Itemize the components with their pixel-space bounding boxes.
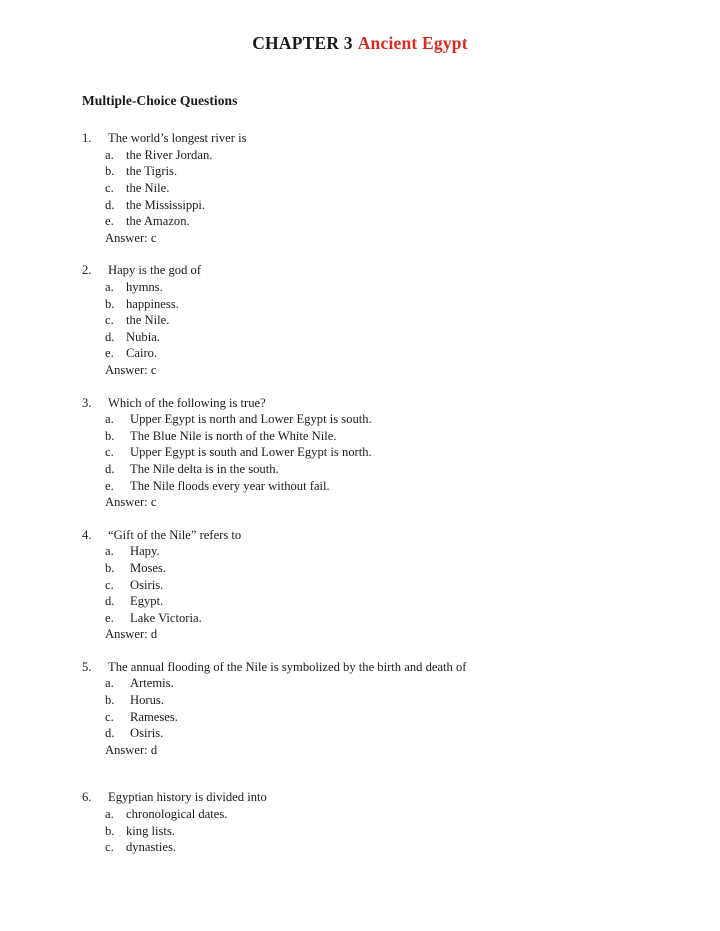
option-item[interactable] [82, 444, 690, 461]
page-title [0, 0, 720, 53]
option-text: The Nile delta is in the south. [130, 461, 279, 476]
answer-text: Answer: d [105, 742, 158, 757]
option-text: Egypt. [130, 594, 164, 609]
question-item [82, 395, 690, 511]
question-number: 1. [82, 131, 92, 146]
question-text: The annual flooding of the Nile is symbolized by the birth and death of [108, 659, 467, 674]
option-text: Lake Victoria. [130, 610, 202, 625]
option-item[interactable] [82, 709, 690, 726]
option-letter: a. [105, 807, 114, 822]
option-item[interactable] [82, 147, 690, 164]
option-list [82, 806, 690, 856]
option-text: Osiris. [130, 577, 164, 592]
question-text: The world’s longest river is [108, 131, 247, 146]
option-letter: e. [105, 478, 114, 493]
option-item[interactable] [82, 806, 690, 823]
question-prompt [82, 659, 690, 676]
option-letter: a. [105, 280, 114, 294]
option-item[interactable] [82, 163, 690, 180]
option-text: the Nile. [126, 181, 170, 196]
option-letter: d. [105, 726, 115, 741]
option-list [82, 543, 690, 626]
option-letter: c. [105, 445, 114, 460]
option-letter: d. [105, 594, 115, 609]
option-letter: b. [105, 823, 115, 838]
chapter-label: CHAPTER 3 [252, 33, 353, 53]
option-list [82, 411, 690, 494]
option-text: Nubia. [126, 329, 160, 344]
option-item[interactable] [82, 725, 690, 742]
option-text: the Tigris. [126, 164, 178, 179]
option-letter: b. [105, 428, 115, 443]
question-prompt [82, 130, 690, 147]
option-item[interactable] [82, 329, 690, 346]
option-item[interactable] [82, 577, 690, 594]
option-letter: c. [105, 181, 114, 196]
question-item [82, 262, 690, 378]
option-text: hymns. [126, 280, 163, 294]
option-text: Cairo. [126, 346, 158, 361]
option-text: the Mississippi. [126, 197, 206, 212]
question-prompt [82, 395, 690, 412]
question-item [82, 527, 690, 643]
option-letter: a. [105, 147, 114, 162]
question-text: Egyptian history is divided into [108, 790, 267, 805]
question-number: 5. [82, 659, 92, 674]
question-text: “Gift of the Nile” refers to [108, 527, 242, 542]
option-letter: e. [105, 214, 114, 229]
question-number: 6. [82, 790, 92, 805]
option-text: Upper Egypt is south and Lower Egypt is north. [130, 445, 372, 460]
option-text: Osiris. [130, 726, 164, 741]
option-text: the Amazon. [126, 214, 190, 229]
question-item [82, 659, 690, 759]
question-item [82, 130, 690, 246]
question-prompt [82, 527, 690, 544]
option-letter: d. [105, 329, 115, 344]
answer-text: Answer: c [105, 495, 157, 510]
option-letter: e. [105, 610, 114, 625]
option-item[interactable] [82, 213, 690, 230]
option-item[interactable] [82, 296, 690, 313]
question-list [0, 109, 720, 856]
option-item[interactable] [82, 478, 690, 495]
option-text: the Nile. [126, 313, 170, 328]
question-prompt [82, 262, 690, 279]
option-item[interactable] [82, 279, 690, 296]
option-letter: d. [105, 197, 115, 212]
question-prompt [82, 789, 690, 806]
option-item[interactable] [82, 675, 690, 692]
option-text: Rameses. [130, 709, 178, 724]
option-item[interactable] [82, 543, 690, 560]
option-letter: a. [105, 412, 114, 427]
option-letter: d. [105, 461, 115, 476]
option-letter: b. [105, 164, 115, 179]
option-text: happiness. [126, 296, 179, 311]
option-letter: b. [105, 560, 115, 575]
question-number: 3. [82, 395, 92, 410]
option-item[interactable] [82, 197, 690, 214]
question-text: Hapy is the god of [108, 263, 202, 278]
option-text: dynasties. [126, 840, 177, 855]
option-letter: c. [105, 840, 114, 855]
option-letter: a. [105, 676, 114, 691]
option-list [82, 279, 690, 362]
option-letter: c. [105, 577, 114, 592]
option-item[interactable] [82, 461, 690, 478]
option-text: Upper Egypt is north and Lower Egypt is south. [130, 412, 372, 427]
option-item[interactable] [82, 411, 690, 428]
answer-text: Answer: c [105, 362, 157, 377]
option-letter: a. [105, 544, 114, 559]
option-text: Artemis. [130, 676, 174, 691]
option-text: king lists. [126, 823, 175, 838]
option-item[interactable] [82, 839, 690, 856]
option-item[interactable] [82, 692, 690, 709]
option-item[interactable] [82, 823, 690, 840]
option-text: the River Jordan. [126, 147, 213, 162]
option-letter: e. [105, 346, 114, 361]
question-text: Which of the following is true? [108, 395, 266, 410]
option-text: The Blue Nile is north of the White Nile. [130, 428, 337, 443]
answer-text: Answer: c [105, 230, 157, 245]
option-item[interactable] [82, 180, 690, 197]
option-item[interactable] [82, 610, 690, 627]
option-text: chronological dates. [126, 807, 228, 822]
option-item[interactable] [82, 428, 690, 445]
question-item [82, 789, 690, 855]
option-list [82, 675, 690, 741]
option-text: Moses. [130, 560, 167, 575]
option-item[interactable] [82, 560, 690, 577]
option-list [82, 147, 690, 230]
section-heading: Multiple-Choice Questions [82, 93, 238, 109]
chapter-subject: Ancient Egypt [357, 33, 468, 53]
option-item[interactable] [82, 345, 690, 362]
option-item[interactable] [82, 312, 690, 329]
option-letter: c. [105, 709, 114, 724]
option-letter: b. [105, 296, 115, 311]
option-text: Hapy. [130, 544, 160, 559]
option-letter: b. [105, 693, 115, 708]
option-text: Horus. [130, 693, 164, 708]
option-item[interactable] [82, 593, 690, 610]
option-text: The Nile floods every year without fail. [130, 478, 330, 493]
question-number: 4. [82, 527, 92, 542]
question-number: 2. [82, 263, 92, 278]
option-letter: c. [105, 313, 114, 328]
answer-text: Answer: d [105, 627, 158, 642]
